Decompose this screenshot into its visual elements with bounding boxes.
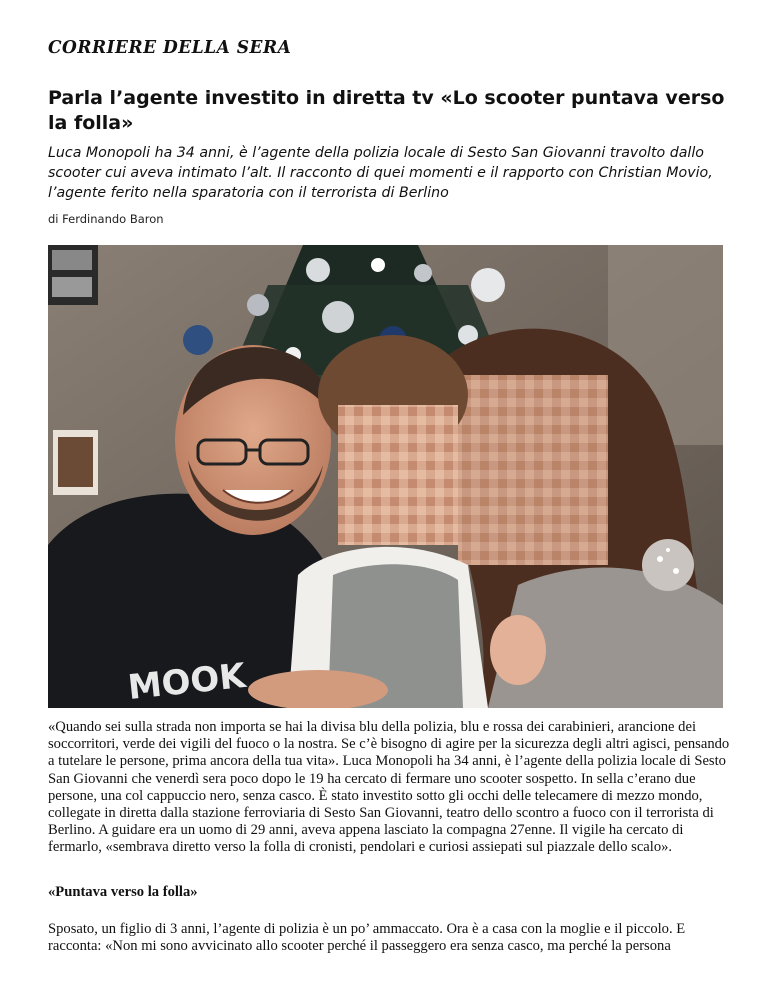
article-photo — [48, 245, 723, 708]
masthead-logo: CORRIERE DELLA SERA — [48, 37, 292, 59]
shirt-print: MOOK — [126, 655, 248, 708]
article-headline: Parla l’agente investito in diretta tv «Lo scooter puntava verso la folla» — [48, 87, 725, 134]
article-byline: di Ferdinando Baron — [48, 212, 164, 226]
article-subhead: Luca Monopoli ha 34 anni, è l’agente della polizia locale di Sesto San Giovanni travolto dallo scooter cui aveva intimato l’alt. Il racconto di quei momenti e il rapporto con Christian Movio, l’agente ferito nella sparatoria con il terrorista di Berlino — [48, 145, 713, 201]
article-paragraph-1: «Quando sei sulla strada non importa se hai la divisa blu della polizia, blu e rossa dei carabinieri, arancione dei soccorritori, verde dei vigili del fuoco o la nostra. Se c’è bisogno di agire per la sicurezza degli altri agisci, pensando a tutelare le persone, prima ancora della tua vita». Luca Monopoli ha 34 anni, è l’agente della polizia locale di Sesto San Giovanni che venerdì sera poco dopo le 19 ha cercato di fermare uno scooter sospetto. In sella c’erano due persone, una col cappuccio nero, senza casco. È stato investito sotto gli occhi delle telecamere di mezzo mondo, collegate in diretta dalla stazione ferroviaria di Sesto San Giovanni, teatro dello scontro a fuoco con il terrorista di Berlino. A guidare era un uomo di 29 anni, aveva appena lasciato la compagna 27enne. Il vigile ha cercato di fermarlo, «sembrava diretto verso la folla di cronisti, pendolari e curiosi assiepati sul piazzale dello scalo». — [48, 719, 730, 856]
article-paragraph-2: Sposato, un figlio di 3 anni, l’agente di polizia è un po’ ammaccato. Ora è a casa con la moglie e il piccolo. E racconta: «Non mi sono avvicinato allo scooter perché il passeggero era senza casco, ma perché la persona — [48, 921, 686, 955]
section-subtitle: «Puntava verso la folla» — [48, 884, 198, 900]
